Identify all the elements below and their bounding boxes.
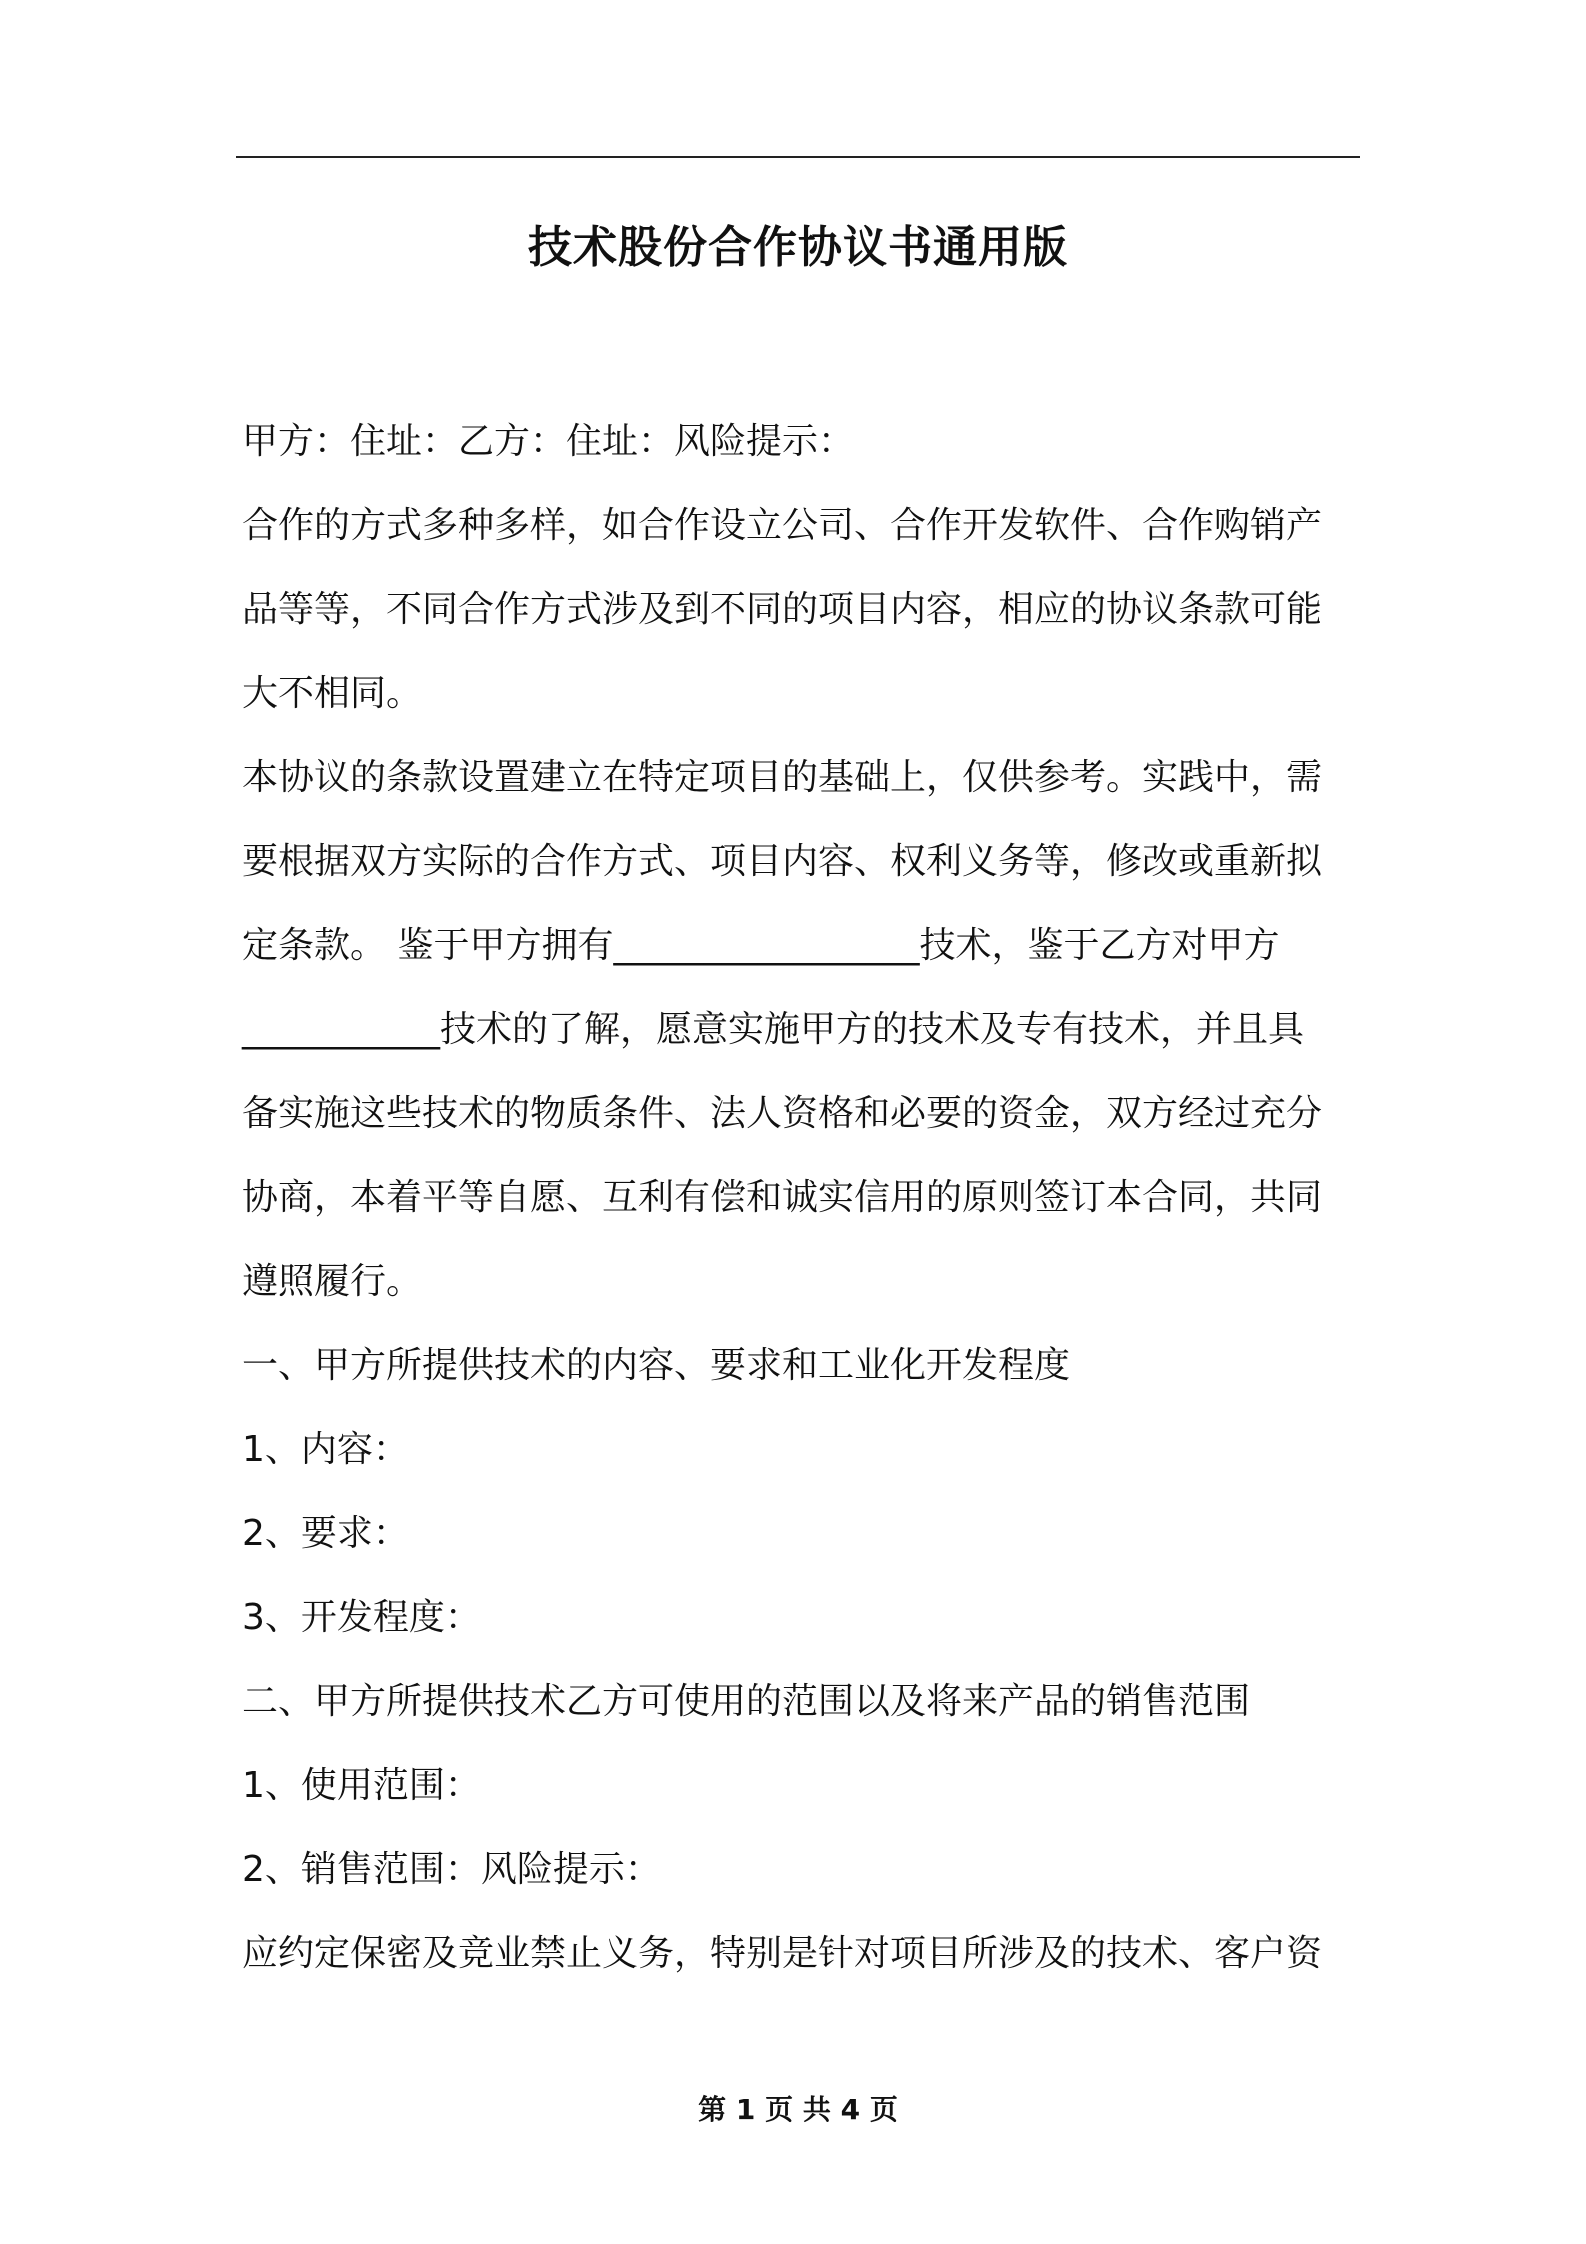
body-line: 定条款。 鉴于甲方拥有_________________技术，鉴于乙方对甲方 (242, 925, 1280, 966)
section-heading: 二、甲方所提供技术乙方可使用的范围以及将来产品的销售范围 (242, 1681, 1251, 1722)
section-heading: 一、甲方所提供技术的内容、要求和工业化开发程度 (242, 1345, 1071, 1386)
list-item: 1、内容： (242, 1429, 409, 1470)
body-line: 遵照履行。 (242, 1261, 423, 1302)
header-rule (236, 156, 1360, 158)
page-number-footer: 第 1 页 共 4 页 (698, 2093, 898, 2126)
document-body (242, 400, 1360, 1996)
list-item: 2、要求： (242, 1513, 409, 1554)
body-line: 本协议的条款设置建立在特定项目的基础上，仅供参考。实践中，需 (242, 757, 1323, 798)
body-line: 协商，本着平等自愿、互利有偿和诚实信用的原则签订本合同，共同 (242, 1177, 1323, 1218)
body-line: 合作的方式多种多样，如合作设立公司、合作开发软件、合作购销产 (242, 505, 1323, 546)
body-line: ___________技术的了解，愿意实施甲方的技术及专有技术，并且具 (242, 1009, 1305, 1050)
body-line: 应约定保密及竞业禁止义务，特别是针对项目所涉及的技术、客户资 (242, 1933, 1323, 1974)
list-item: 3、开发程度： (242, 1597, 481, 1638)
body-line: 备实施这些技术的物质条件、法人资格和必要的资金，双方经过充分 (242, 1093, 1323, 1134)
list-item: 2、销售范围：风险提示： (242, 1849, 661, 1890)
body-line: 要根据双方实际的合作方式、项目内容、权利义务等，修改或重新拟 (242, 841, 1323, 882)
body-line: 大不相同。 (242, 673, 423, 714)
body-line: 甲方：住址：乙方：住址：风险提示： (242, 421, 855, 462)
list-item: 1、使用范围： (242, 1765, 481, 1806)
body-line: 品等等，不同合作方式涉及到不同的项目内容，相应的协议条款可能 (242, 589, 1323, 630)
document-title: 技术股份合作协议书通用版 (528, 222, 1068, 273)
